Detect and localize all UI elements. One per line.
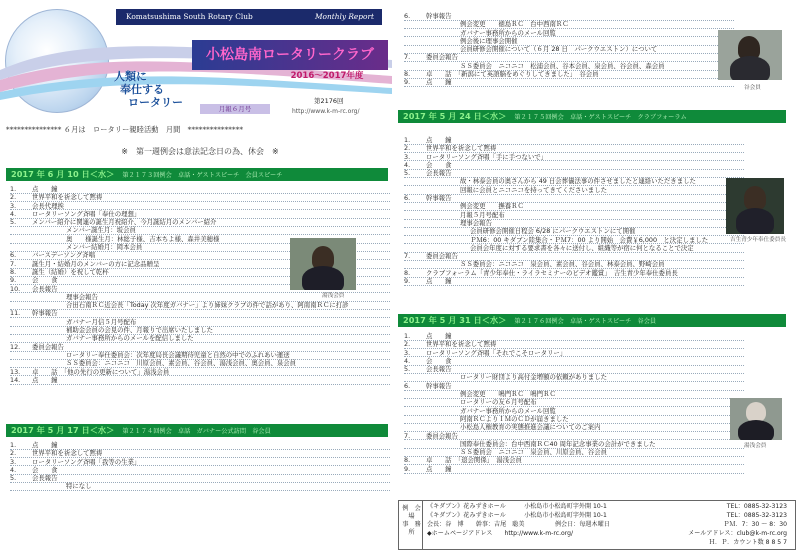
item-text: ＳＳ委員会：ニコニコ 泉会員、素会員、谷会員、林泰会員、野崎会員: [460, 260, 665, 269]
venue-tel: TEL：0885-32-3123: [726, 503, 787, 510]
item-text: ＳＳ委員会：ニコニコ 川原会員、素会員、谷会員、湯浅会員、奥会員、泉会員: [66, 359, 297, 368]
item-number: 7.: [10, 259, 17, 268]
item-text: メンバー誕生月：坂会員: [66, 226, 136, 235]
item-text: 会員研修会開催について（６月 28 日 パークウエストン）について: [460, 45, 658, 54]
item-number: 7.: [404, 53, 411, 62]
email-address[interactable]: メールアドレス：club@k-m-rc.org: [688, 530, 787, 537]
issue-number: 第2176回: [314, 97, 344, 105]
item-number: 7.: [404, 431, 411, 440]
item-text: ロータリーソング斉唱「我等の生業」: [32, 457, 141, 466]
item-number: 8.: [404, 70, 411, 79]
club-name-bar: [116, 9, 382, 25]
homepage-address[interactable]: ◆ホームページアドレス http://www.k-m-rc.org/: [427, 530, 574, 537]
item-text: ガバナー事務所からのメール回覧: [460, 28, 556, 37]
section-subtitle: 第２１７３回例会 卓話・ゲストスピーチ 会員スピーチ: [122, 172, 283, 179]
item-number: 5.: [404, 169, 411, 178]
item-text: 世界平和を祈念して黙祷: [32, 449, 103, 458]
item-number: 8.: [10, 267, 17, 276]
section-body-continued: [404, 12, 734, 87]
section-body-0517: [10, 441, 390, 491]
item-number: 8.: [404, 268, 411, 277]
item-number: 11.: [10, 309, 21, 318]
section-header-0510: [6, 168, 388, 181]
section-header-0517: [6, 424, 388, 437]
item-text: 阿南ＲＣよりＩＭのＣＤが届きました: [460, 414, 569, 423]
section-subtitle: 第２１７４回例会 卓話 ガバナー公式訪問 谷会員: [122, 428, 271, 435]
item-number: 4.: [404, 356, 411, 365]
info-labels: [401, 501, 427, 549]
item-text: ガバナー事務所からのメールを配信しました: [66, 334, 194, 343]
photo-caption-0510: 湯浅会員: [322, 293, 345, 299]
item-text: 国際奉仕委員会：台中西南ＲＣ40 周年記念事業の会計ができました: [460, 439, 656, 448]
slogan-line-1: 人類に: [114, 70, 147, 83]
section-date: 2017 年 5 月 17 日＜水＞: [11, 425, 115, 435]
item-text: ロータリー財団より高付金増額の依頼がありました: [460, 373, 607, 382]
item-text: 点 鐘: [426, 464, 452, 473]
item-number: 4.: [10, 465, 17, 474]
item-text: 世界平和を祈念して黙祷: [426, 144, 497, 153]
section-header-0531: [398, 314, 786, 327]
item-number: 4.: [10, 209, 17, 218]
meeting-time: ＰＭ．7：30 ～ 8：30: [723, 521, 787, 528]
item-text: 故・林泰会員の奥さんから 49 日会葬儀法事の件させましたと連絡いただきました: [460, 177, 696, 186]
item-number: 4.: [404, 160, 411, 169]
section-date: 2017 年 6 月 10 日＜水＞: [11, 169, 115, 179]
item-text: 会長代理挨: [32, 201, 64, 210]
section-body-0524: [404, 136, 744, 285]
item-number: 3.: [404, 348, 411, 357]
item-number: 5.: [10, 474, 17, 483]
section-date: 2017 年 5 月 24 日＜水＞: [403, 111, 507, 121]
item-text: 卓 話 「新潟にて英語脳をめぐりしてきました」 谷会員: [426, 70, 599, 79]
item-number: 7.: [404, 252, 411, 261]
item-text: 誕生月・結婚月のメンバーの方に記念品贈呈: [32, 259, 160, 268]
newsletter-banner: [0, 0, 392, 118]
item-text: 会長報告: [32, 284, 58, 293]
item-text: 点 鐘: [426, 277, 452, 286]
item-text: 点 鐘: [426, 136, 452, 144]
section-subtitle: 第２１７６回例会 卓話・ゲストスピーチ 谷会員: [514, 318, 657, 325]
item-number: 5.: [10, 218, 17, 227]
item-text: 例会変更 撫養ＲＣ: [460, 202, 524, 211]
item-text: 例会後に理事会開催: [460, 36, 518, 45]
item-text: 補助金会員の会見の件、月報りで出席いたしました: [66, 326, 213, 335]
slogan-line-3: ロータリー: [128, 96, 183, 109]
item-number: 12.: [10, 342, 21, 351]
club-url: http://www.k-m-rc.org/: [292, 108, 360, 115]
item-text: 小松島人権教育の実態推進会議についてのご案内: [460, 423, 601, 432]
photo-speaker-continued: [718, 30, 782, 80]
fiscal-year: 2016～2017年度: [290, 71, 364, 81]
item-text: 誕生（結婚）を祝して乾杯: [32, 267, 109, 276]
item-text: 会 食: [426, 160, 452, 169]
item-text: メンバー結婚月：岡本会員: [66, 243, 143, 252]
item-text: 卓 話 「退会関係」 湯浅会員: [426, 456, 522, 465]
item-text: 幹事報告: [426, 381, 452, 390]
item-text: ガバナー月信５月号配布: [66, 317, 137, 326]
photo-caption-continued: 谷会員: [744, 85, 761, 91]
item-text: 点 鐘: [32, 375, 58, 384]
month-theme-line: *************** ６月は ロータリー親睦活動 月間 ***************: [6, 125, 244, 134]
item-number: 2.: [404, 340, 411, 349]
photo-caption-0531: 湯浅会員: [744, 443, 767, 449]
item-text: ＳＳ委員会 ニコニコ 松浦会員、谷本会員、泉会員、谷会員、森会員: [460, 61, 665, 70]
item-text: 委員会報告: [426, 252, 458, 261]
item-text: ガバナー事務所からのメール回覧: [460, 406, 556, 415]
item-number: 1.: [10, 441, 17, 449]
item-text: 会長報告: [32, 474, 58, 483]
item-text: 回報に会員とニコニコを持ってきてくださいました: [460, 185, 607, 194]
item-text: 会員研修会開催日程会 6/28 にパークウエストンにて開催: [470, 227, 636, 236]
photo-speaker-0510: [290, 238, 356, 290]
item-number: 3.: [10, 457, 17, 466]
slogan-line-2: 奉仕する: [120, 83, 164, 96]
item-text: ロータリーの友６月号配布: [460, 398, 537, 407]
item-text: 会員会年度に対する要求書を各々に送付し、組織等が宿に何となることで決定: [470, 243, 694, 252]
item-text: 例会変更 徳島ＲＣ 台中西南ＲＣ: [460, 20, 569, 29]
section-date: 2017 年 5 月 31 日＜水＞: [403, 315, 507, 325]
item-text: 合田石南ＲＣ近会長「Today 次年度ガバナー」より姉妹クラブの件で話があり、阿南南ＲＣに打診: [66, 301, 349, 310]
venue-address: 《キダブン》花みずきホール 小松島市小松島町字外開 10-1: [427, 503, 607, 510]
item-text: 例会変更 鳴門ＲＣ 鳴門ＲＣ: [460, 390, 556, 399]
item-text: 点 鐘: [426, 332, 452, 340]
item-text: ロータリー奉仕委員会：次年度局長会議期待児童と自然の中でのふれあい運送: [66, 350, 290, 359]
month-issue: 月報６月号: [200, 104, 270, 114]
item-number: 1.: [404, 332, 411, 340]
item-number: 14.: [10, 375, 21, 384]
item-text: 点 鐘: [32, 185, 58, 193]
item-number: 9.: [404, 464, 411, 473]
item-number: 9.: [10, 276, 17, 285]
office-address: 《キダブン》花みずきホール 小松島市小松島町字外開 10-1: [427, 512, 607, 519]
club-info-box: [398, 500, 796, 550]
item-text: ロータリーソング斉唱「奉仕の理想」: [32, 209, 141, 218]
item-number: 6.: [404, 12, 411, 20]
item-text: クラブフォーラム「青少年奉仕・ライラセミナーのビデオ鑑賞」 吉生青少年奉仕委員長: [426, 268, 678, 277]
photo-speaker-0524: [726, 178, 784, 234]
item-text: 幹事報告: [32, 309, 58, 318]
item-number: 9.: [404, 78, 411, 87]
item-text: 奥 様誕生月：林総子様、吉本ちよ様、森井美穂様: [66, 234, 220, 243]
item-text: 幹事報告: [426, 12, 452, 20]
item-number: 6.: [404, 381, 411, 390]
item-number: 1.: [404, 136, 411, 144]
item-text: 会 食: [426, 356, 452, 365]
item-text: 理事会報告: [66, 292, 98, 301]
item-text: ロータリーソング斉唱「それでこそロータリー」: [426, 348, 567, 357]
item-text: 委員会報告: [426, 53, 458, 62]
item-number: 10.: [10, 284, 21, 293]
club-name-en: Komatsushima South Rotary Club: [126, 12, 253, 21]
item-text: ＰＭ6：00 キダブン陸集合・ＰＭ7：00 より開始 会費￥6,000 と決定しました: [470, 235, 709, 244]
item-text: 幹事報告: [426, 194, 452, 203]
item-text: 会長報告: [426, 365, 452, 374]
item-number: 6.: [10, 251, 17, 260]
section-body-0531: [404, 332, 744, 473]
item-number: 6.: [404, 194, 411, 203]
item-text: 月報５月号配布: [460, 210, 505, 219]
item-text: 会 食: [32, 276, 58, 285]
photo-caption-0524: 吉生青少年奉仕委員長: [730, 237, 786, 243]
item-number: 3.: [10, 201, 17, 210]
item-number: 13.: [10, 367, 21, 376]
item-text: 点 鐘: [426, 78, 452, 87]
item-text: 点 鐘: [32, 441, 58, 449]
office-tel: TEL：0885-32-3123: [726, 512, 787, 519]
holiday-notice: ※ 第一週例会は意法記念日の為、休会 ※: [121, 147, 279, 156]
club-name-jp: 小松島南ロータリークラブ: [192, 40, 388, 70]
hp-counter: Ｈ．Ｐ．カウント数 8 8 5 7: [708, 539, 787, 546]
item-text: ＳＳ委員会 ニコニコ 泉会員、川原会員、谷会員: [460, 448, 607, 457]
item-text: 会 食: [32, 465, 58, 474]
item-text: 委員会報告: [426, 431, 458, 440]
officers-and-schedule: 会長：谷 博 幹事：吉尾 聡美 例会日：毎週木曜日: [427, 521, 610, 528]
item-text: 世界平和を祈念して黙祷: [32, 193, 103, 202]
item-text: 特になし: [66, 482, 92, 491]
monthly-report-label: Monthly Report: [314, 12, 374, 21]
item-number: 2.: [10, 193, 17, 202]
section-header-0524: [398, 110, 786, 123]
item-number: 8.: [404, 456, 411, 465]
item-number: 2.: [404, 144, 411, 153]
section-subtitle: 第２１７５回例会 卓話・ゲストスピーチ クラブフォーラム: [514, 114, 687, 121]
item-number: 2.: [10, 449, 17, 458]
item-text: 卓 話 「他の先行の更新について」湯浅会員: [32, 367, 170, 376]
item-text: 委員会報告: [32, 342, 64, 351]
item-number: 1.: [10, 185, 17, 193]
slogan: [108, 70, 190, 109]
item-text: 理事会報告: [460, 218, 492, 227]
item-text: バースデーソング斉唱: [32, 251, 96, 260]
label-venue: 例 会 場: [402, 505, 427, 520]
item-number: 9.: [404, 277, 411, 286]
item-text: 会長報告: [426, 169, 452, 178]
label-office: 事 務 所: [402, 521, 427, 536]
item-text: メンバー紹介に関連の誕生月祝紹介、今月誕結月のメンバー紹介: [32, 218, 217, 227]
item-text: ロータリーソング斉唱「手に手つないで」: [426, 152, 548, 161]
item-number: 5.: [404, 365, 411, 374]
item-number: 3.: [404, 152, 411, 161]
item-text: 世界平和を祈念して黙祷: [426, 340, 497, 349]
photo-speaker-0531: [730, 398, 782, 440]
